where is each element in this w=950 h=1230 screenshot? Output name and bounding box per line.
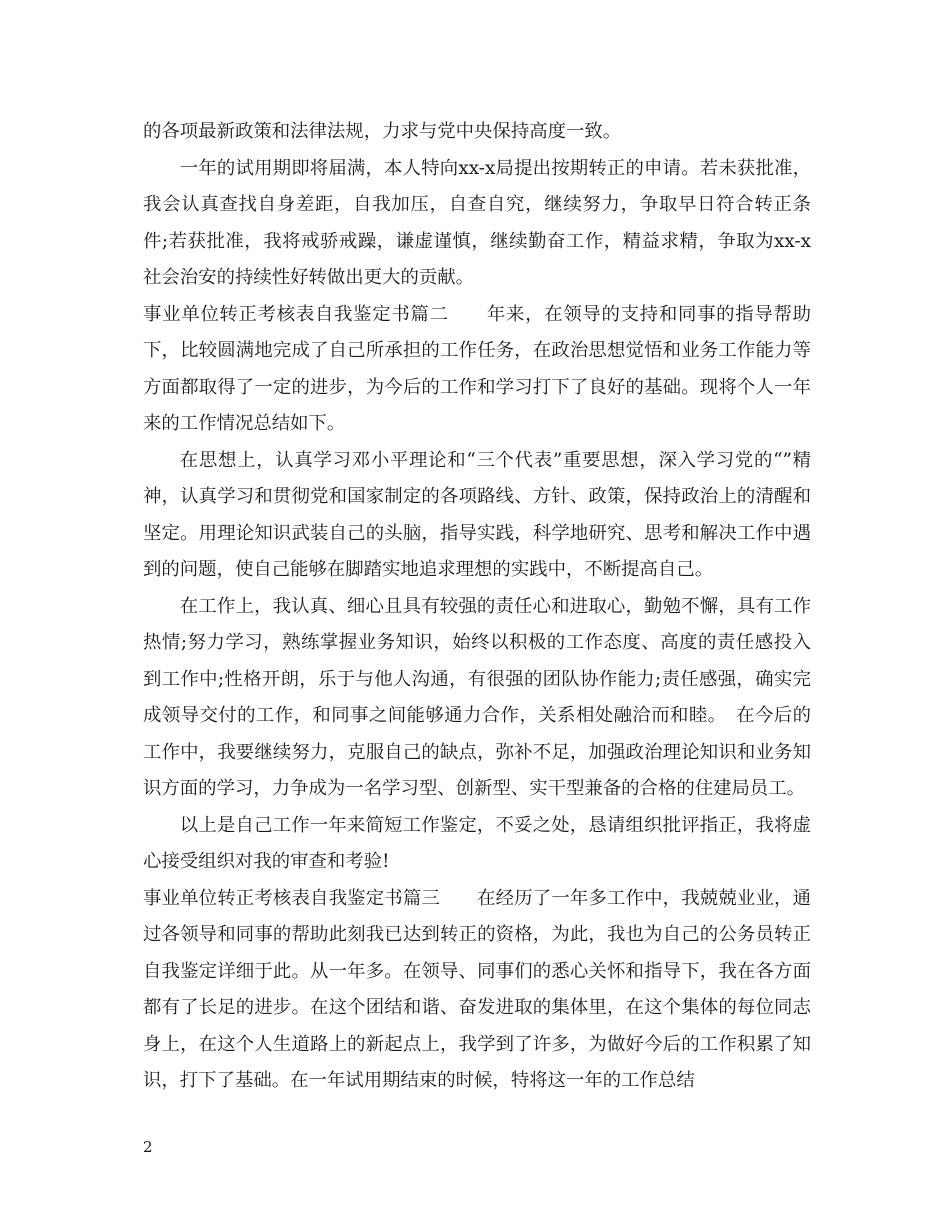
paragraph: 以上是自己工作一年来简短工作鉴定，不妥之处，恳请组织批评指正，我将虚心接受组织对我的审查和考验!: [143, 814, 811, 872]
page-number: 2: [143, 1138, 153, 1156]
paragraph: 在工作上，我认真、细心且具有较强的责任心和进取心，勤勉不懈，具有工作热情;努力学习，熟练掌握业务知识，始终以积极的工作态度、高度的责任感投入到工作中;性格开朗，乐于与他人沟通，有很强的团队协作能力;责任感强，确实完成领导交付的工作，和同事之间能够通力合作，关系相处融洽而和睦。 在今后的工作中，我要继续努力，克服自己的缺点，弥补不足，加强政治理论知识和业务知识方面的学习，力争成为一名学习型、创新型、实干型兼备的合格的住建局员工。: [143, 595, 811, 799]
paragraph: 的各项最新政策和法律法规，力求与党中央保持高度一致。: [143, 121, 622, 142]
paragraph: 事业单位转正考核表自我鉴定书篇二 年来，在领导的支持和同事的指导帮助下，比较圆满地完成了自己所承担的工作任务，在政治思想觉悟和业务工作能力等方面都取得了一定的进步，为今后的工作和学习打下了良好的基础。现将个人一年来的工作情况总结如下。: [143, 303, 811, 434]
document-body: [143, 114, 811, 1100]
paragraph: 一年的试用期即将届满，本人特向xx-x局提出按期转正的申请。若未获批准，我会认真查找自身差距，自我加压，自查自究，继续努力，争取早日符合转正条件;若获批准，我将戒骄戒躁，谦虚谨慎，继续勤奋工作，精益求精，争取为xx-x社会治安的持续性好转做出更大的贡献。: [143, 157, 811, 288]
paragraph: 在思想上，认真学习邓小平理论和“三个代表”重要思想，深入学习党的“”精神，认真学习和贯彻党和国家制定的各项路线、方针、政策，保持政治上的清醒和坚定。用理论知识武装自己的头脑，指导实践，科学地研究、思考和解决工作中遇到的问题，使自己能够在脚踏实地追求理想的实践中，不断提高自己。: [143, 449, 811, 580]
paragraph: 事业单位转正考核表自我鉴定书篇三 在经历了一年多工作中，我兢兢业业，通过各领导和同事的帮助此刻我已达到转正的资格，为此，我也为自己的公务员转正自我鉴定详细于此。从一年多。在领导、同事们的悉心关怀和指导下，我在各方面都有了长足的进步。在这个团结和谐、奋发进取的集体里，在这个集体的每位同志身上，在这个人生道路上的新起点上，我学到了许多，为做好今后的工作积累了知识，打下了基础。在一年试用期结束的时候，特将这一年的工作总结: [143, 887, 811, 1091]
